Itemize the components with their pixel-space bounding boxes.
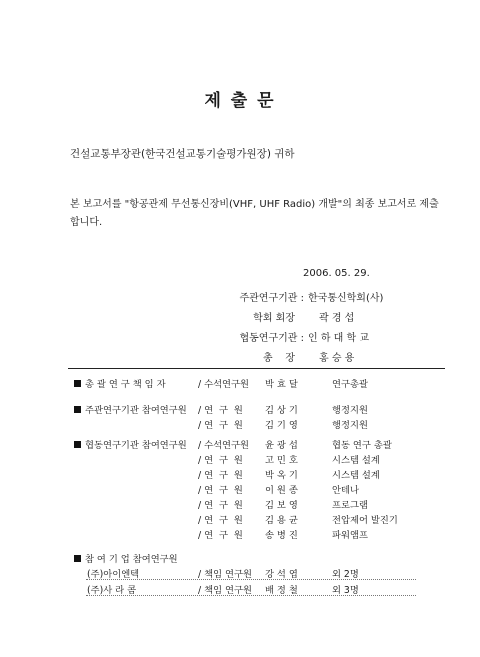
org-value: 홍 승 용 (319, 353, 355, 364)
staff-role: 안테나 (332, 485, 359, 496)
square-bullet-icon (74, 380, 81, 387)
square-bullet-icon (74, 406, 81, 413)
org-value: 인 하 대 학 교 (308, 333, 370, 344)
staff-name: 김 상 기 (265, 405, 298, 416)
staff-position: / 책임 연구원 (198, 585, 252, 596)
staff-role: 외 2명 (332, 569, 359, 580)
org-value: 곽 경 섭 (319, 313, 355, 324)
staff-name: 고 민 호 (265, 455, 298, 466)
staff-name: 김 용 균 (265, 515, 298, 526)
staff-name: 김 기 영 (265, 420, 298, 431)
staff-role: 시스템 설계 (332, 455, 380, 466)
section-divider (68, 368, 445, 369)
org-value: 한국통신학회(사) (308, 293, 384, 304)
org-label: 총 장 (262, 353, 295, 364)
staff-role: 프로그램 (332, 500, 368, 511)
staff-name: 강 석 엽 (265, 569, 298, 580)
org-label: 학회 회장 (253, 313, 295, 324)
staff-name: 박 옥 기 (265, 470, 298, 481)
company-row-divider (86, 579, 416, 580)
company-name: (주)사 라 콤 (87, 585, 137, 596)
staff-role: 행정지원 (332, 420, 368, 431)
paragraph-line-1: 본 보고서를 "항공관제 무선통신장비(VHF, UHF Radio) 개발"의 최종 보고서로 제출 (70, 199, 439, 210)
staff-role: 연구총괄 (332, 379, 368, 390)
staff-position: / 수석연구원 (198, 440, 249, 451)
staff-position: / 연 구 원 (198, 455, 243, 466)
staff-name: 송 병 진 (265, 530, 298, 541)
staff-position: / 연 구 원 (198, 485, 243, 496)
staff-position: / 연 구 원 (198, 470, 243, 481)
staff-name: 박 효 달 (265, 379, 298, 390)
recipient-line: 건설교통부장관(한국건설교통기술평가원장) 귀하 (70, 148, 295, 160)
staff-role: 전압제어 발진기 (332, 515, 398, 526)
staff-position: / 연 구 원 (198, 420, 243, 431)
staff-position: / 연 구 원 (198, 530, 243, 541)
staff-role: 협동 연구 총괄 (332, 440, 392, 451)
staff-position: / 수석연구원 (198, 379, 249, 390)
staff-role: 행정지원 (332, 405, 368, 416)
staff-position: / 연 구 원 (198, 500, 243, 511)
staff-position: / 연 구 원 (198, 515, 243, 526)
square-bullet-icon (74, 555, 81, 562)
staff-position: / 책임 연구원 (198, 569, 252, 580)
org-label: 주관연구기관 : (239, 293, 304, 304)
document-title: 제 출 문 (204, 91, 276, 111)
section-heading-coop: 협동연구기관 참여연구원 (74, 437, 187, 451)
square-bullet-icon (74, 441, 81, 448)
paragraph-line-2: 합니다. (70, 217, 103, 228)
submission-paragraph (70, 196, 445, 232)
section-heading-company: 참 여 기 업 참여연구원 (74, 551, 178, 565)
staff-name: 이 원 종 (265, 485, 298, 496)
company-name: (주)아이엔텍 (87, 569, 140, 580)
staff-role: 시스템 설계 (332, 470, 380, 481)
company-row-divider (86, 595, 416, 596)
section-heading-lead: 총 괄 연 구 책 임 자 (74, 376, 166, 390)
staff-name: 윤 광 섭 (265, 440, 298, 451)
section-heading-main: 주관연구기관 참여연구원 (74, 402, 187, 416)
staff-role: 파워앰프 (332, 530, 368, 541)
staff-name: 김 보 영 (265, 500, 298, 511)
staff-position: / 연 구 원 (198, 405, 243, 416)
staff-name: 배 정 철 (265, 585, 298, 596)
staff-role: 외 3명 (332, 585, 359, 596)
submission-date: 2006. 05. 29. (303, 268, 370, 279)
org-label: 협동연구기관 : (239, 333, 304, 344)
